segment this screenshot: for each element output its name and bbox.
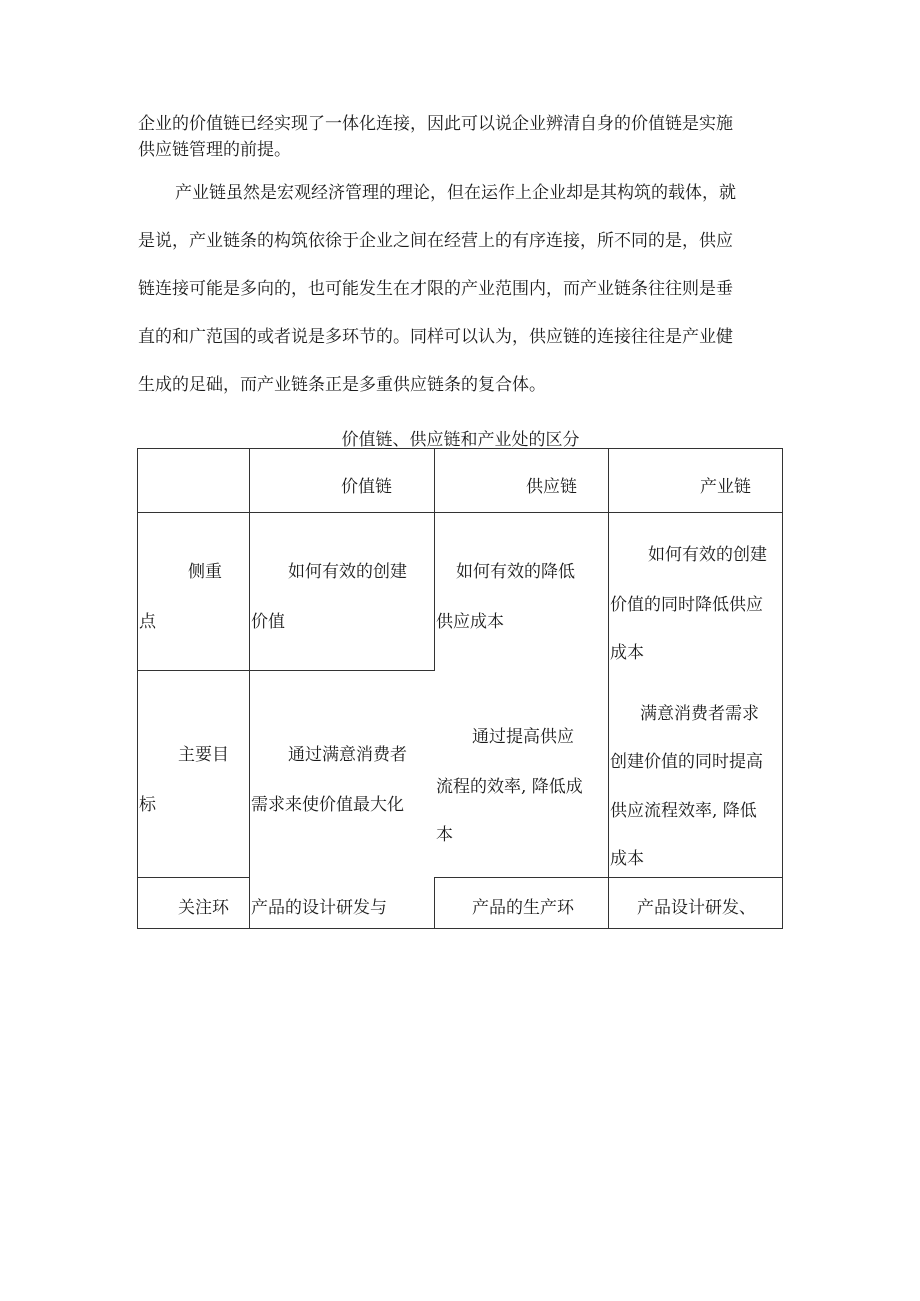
table-col-divider-2b [434,877,435,929]
paragraph-2-line-2: 是说，产业链条的构筑依徐于企业之间在经营上的有序连接，所不同的是，供应 [138,231,733,251]
table-col-divider-3 [608,448,609,929]
row-3-supply-chain-line-1: 产品的生产环 [472,898,574,918]
row-2-value-chain-line-1: 通过满意消费者 [288,745,407,765]
row-2-label-line-1: 主要目 [178,745,229,765]
table-border-bottom [137,928,783,929]
table-col-divider-2a [434,448,435,670]
paragraph-2-line-1: 产业链虽然是宏观经济管理的理论，但在运作上企业却是其构筑的载体，就 [175,183,736,203]
row-2-industry-chain-line-1: 满意消费者需求 [640,704,759,724]
table-border-right [782,448,783,929]
paragraph-2-line-3: 链连接可能是多向的，也可能发生在才限的产业范围内，而产业链条往往则是垂 [138,279,733,299]
row-3-industry-chain-line-1: 产品设计研发、 [637,898,756,918]
row-2-industry-chain-line-4: 成本 [610,849,644,869]
table-row-divider-1 [137,512,783,513]
row-1-supply-chain-line-1: 如何有效的降低 [456,562,575,582]
paragraph-1-line-1: 企业的价值链已经实现了一体化连接，因此可以说企业辨清自身的价值链是实施 [138,114,733,134]
header-industry-chain: 产业链 [700,477,751,497]
row-1-supply-chain-line-2: 供应成本 [436,612,504,632]
table-row-divider-3a [137,877,249,878]
row-1-industry-chain-line-2: 价值的同时降低供应 [610,595,763,615]
row-2-value-chain-line-2: 需求来使价值最大化 [251,795,404,815]
header-supply-chain: 供应链 [526,477,577,497]
row-2-industry-chain-line-3: 供应流程效率, 降低 [610,801,757,821]
table-caption: 价值链、供应链和产业处的区分 [341,430,580,450]
paragraph-2-line-5: 生成的足础，而产业链条正是多重供应链条的复合体。 [138,375,546,395]
table-col-divider-1 [249,448,250,929]
row-2-industry-chain-line-2: 创建价值的同时提高 [610,752,763,772]
row-2-supply-chain-line-3: 本 [436,825,453,845]
row-3-value-chain-line-1: 产品的设计研发与 [251,898,387,918]
table-border-left [137,448,138,929]
row-1-value-chain-line-2: 价值 [251,612,285,632]
row-2-supply-chain-line-2: 流程的效率, 降低成 [436,777,583,797]
row-1-industry-chain-line-3: 成本 [610,643,644,663]
paragraph-2-line-4: 直的和广范国的或者说是多环节的。同样可以认为，供应链的连接往往是产业健 [138,327,733,347]
table-row-divider-3b [434,877,783,878]
header-value-chain: 价值链 [341,477,392,497]
row-1-label-line-1: 侧重 [188,562,222,582]
row-3-label-line-1: 关注环 [178,898,229,918]
row-1-label-line-2: 点 [139,612,156,632]
table-border-top [137,448,783,449]
comparison-table [137,448,783,929]
row-1-industry-chain-line-1: 如何有效的创建 [648,545,767,565]
row-1-value-chain-line-1: 如何有效的创建 [288,562,407,582]
paragraph-1-line-2: 供应链管理的前提。 [138,140,291,160]
row-2-label-line-2: 标 [139,795,156,815]
table-row-divider-2b [137,670,249,671]
row-2-supply-chain-line-1: 通过提高供应 [472,727,574,747]
